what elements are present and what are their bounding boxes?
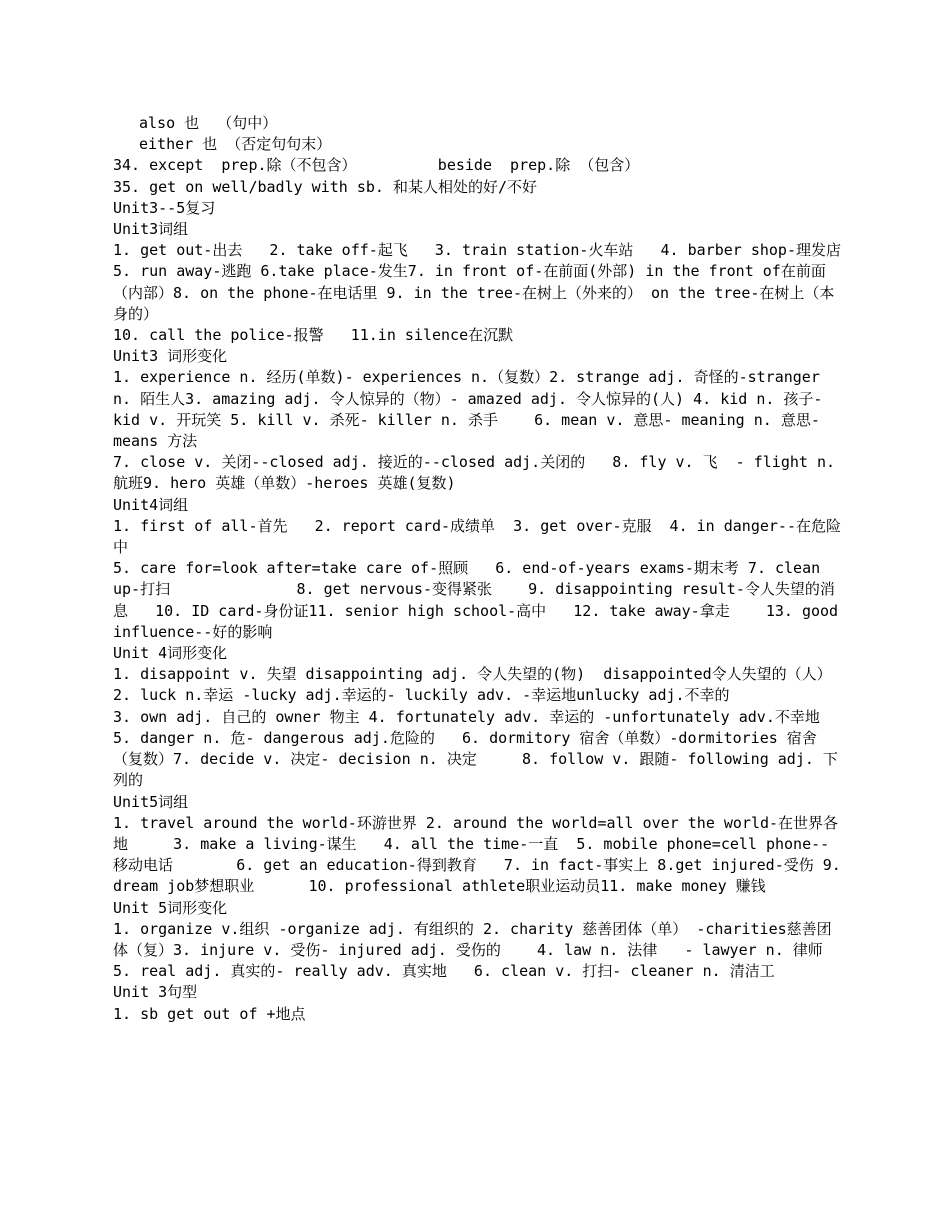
- text-line: Unit3词组: [113, 220, 189, 239]
- document-page: [113, 113, 878, 1025]
- text-line: 3. own adj. 自己的 owner 物主 4. fortunately adv. 幸运的 -unfortunately adv.不幸地: [113, 707, 820, 726]
- text-line: also 也 （句中）: [139, 114, 278, 132]
- text-line: 35. get on well/badly with sb. 和某人相处的好/不好: [113, 177, 537, 196]
- text-line: Unit 3句型: [113, 983, 198, 1002]
- text-line: 1. disappoint v. 失望 disappointing adj. 令人失望的(物) disappointed令人失望的（人）: [113, 665, 832, 684]
- text-line: Unit3 词形变化: [113, 347, 228, 366]
- text-line: either 也 （否定句句末）: [139, 135, 332, 154]
- text-line: 5. real adj. 真实的- really adv. 真实地 6. clean v. 打扫- cleaner n. 清洁工: [113, 962, 775, 981]
- text-line: 1. organize v.组织 -organize adj. 有组织的 2. charity 慈善团体（单） -charities慈善团体（复）3. injure v. 受伤- injured adj. 受伤的 4. law n. 法律 - lawyer n. 律师: [113, 919, 832, 959]
- text-line: 5. danger n. 危- dangerous adj.危险的 6. dormitory 宿舍（单数）-dormitories 宿舍（复数）7. decide v. 决定- decision n. 决定 8. follow v. 跟随- following adj. 下列的: [113, 728, 838, 790]
- text-line: 5. care for=look after=take care of-照顾 6. end-of-years exams-期末考 7. clean up-打扫 8. get nervous-变得紧张 9. disappointing result-令人失望的消息 10. ID card-身份证11. senior high school-高中 12. take away-拿走 13. good influence--好的影响: [113, 559, 848, 641]
- text-line: Unit 4词形变化: [113, 644, 228, 663]
- text-line: 7. close v. 关闭--closed adj. 接近的--closed adj.关闭的 8. fly v. 飞 - flight n. 航班9. hero 英雄（单数）-heroes 英雄(复数): [113, 453, 845, 493]
- text-line: Unit4词组: [113, 495, 189, 514]
- text-line: 10. call the police-报警 11.in silence在沉默: [113, 326, 514, 345]
- text-line: 2. luck n.幸运 -lucky adj.幸运的- luckily adv. -幸运地unlucky adj.不幸的: [113, 686, 730, 705]
- text-line: 1. get out-出去 2. take off-起飞 3. train station-火车站 4. barber shop-理发店 5. run away-逃跑 6.take place-发生7. in front of-在前面(外部) in the front of在前面（内部）8. on the phone-在电话里 9. in the tree-在树上（外来的） on the tree-在树上（本身的）: [113, 241, 878, 323]
- text-line: 34. except prep.除（不包含） beside prep.除 （包含）: [113, 156, 640, 175]
- text-line: 1. experience n. 经历(单数)- experiences n.（复数）2. strange adj. 奇怪的-stranger n. 陌生人3. amazing adj. 令人惊异的（物）- amazed adj. 令人惊异的(人) 4. kid n. 孩子- kid v. 开玩笑 5. kill v. 杀死- killer n. 杀手 6. mean v. 意思- meaning n. 意思- means 方法: [113, 368, 832, 451]
- text-line: Unit3--5复习: [113, 198, 216, 217]
- text-line: 1. travel around the world-环游世界 2. around the world=all over the world-在世界各地 3. make a living-谋生 4. all the time-一直 5. mobile phone=cell phone--移动电话 6. get an education-得到教育 7. in fact-事实上 8.get injured-受伤 9. dream job梦想职业 10. professional athlete职业运动员11. make money 赚钱: [113, 813, 850, 896]
- text-line: Unit5词组: [113, 792, 189, 811]
- text-line: 1. first of all-首先 2. report card-成绩单 3. get over-克服 4. in danger--在危险中: [113, 516, 841, 557]
- text-line: Unit 5词形变化: [113, 898, 228, 917]
- text-line: 1. sb get out of +地点: [113, 1004, 306, 1023]
